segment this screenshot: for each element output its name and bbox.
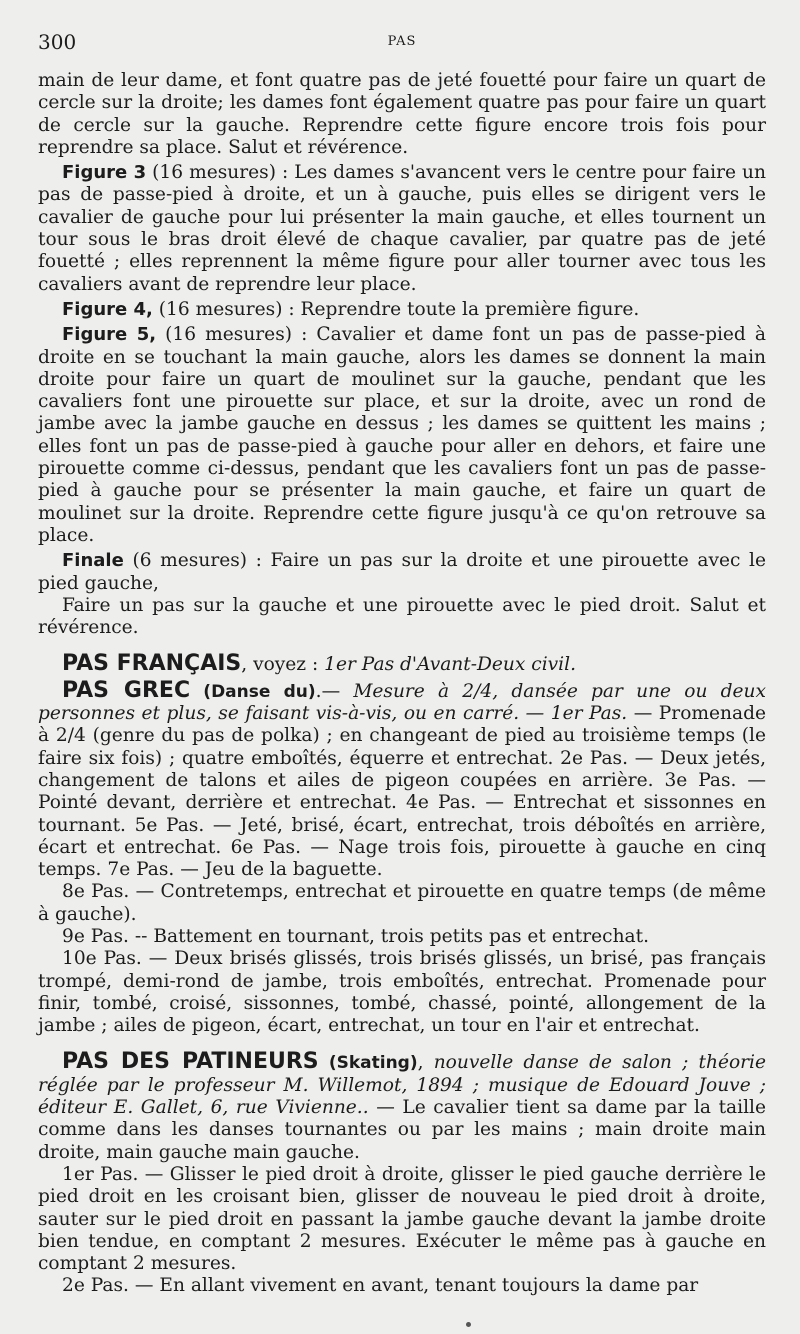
paragraph: 2e Pas. — En allant vivement en avant, tenant toujours la dame par: [62, 1275, 699, 1297]
paragraph: 10e Pas. — Deux brisés glissés, trois brisés glissés, un brisé, pas français trompé, demi-rond de jambe, trois emboîtés, entrechat. Promenade pour finir, tombé, croisé, sissonnes, tombé, chassé, pointé, allongement de la jambe ; ailes de pigeon, écart, entrechat, un tour en l'air et entrechat.: [38, 948, 766, 1037]
paragraph: 1er Pas. — Glisser le pied droit à droite, glisser le pied gauche derrière le pied droit en les croisant bien, glisser de nouveau le pied droit à droite, sauter sur le pied droit en passant la jambe gauche devant la jambe droite bien tendue, en comptant 2 mesures. Exécuter le même pas à gauche en comptant 2 mesures.: [38, 1163, 766, 1275]
figure-label: Figure 3: [62, 162, 147, 184]
finale-label: Finale: [62, 550, 124, 572]
entry-pas-grec: PAS GREC (Danse du).— Mesure à 2/4, dansée par une ou deux personnes et plus, se faisant vis-à-vis, ou en carré. — 1er Pas. — Promenade à 2/4 (genre du pas de polka) ; en changeant de pied au troisième temps (le faire six fois) ; quatre emboîtés, équerre et entrechat. 2e Pas. — Deux jetés, changement de talons et ailes de pigeon coupées en arrière. 3e Pas. — Pointé devant, derrière et entrechat. 4e Pas. — Entrechat et sissonnes en tournant. 5e Pas. — Jeté, brisé, écart, entrechat, trois déboîtés en arrière, écart et entrechat. 6e Pas. — Nage trois fois, pirouette à gauche en cinq temps. 7e Pas. — Jeu de la baguette.: [38, 677, 766, 881]
paragraph: main de leur dame, et font quatre pas de jeté fouetté pour faire un quart de cercle sur la droite; les dames font également quatre pas pour faire un quart de cercle sur la gauche. Reprendre cette figure encore trois fois pour reprendre sa place. Salut et révérence.: [38, 70, 766, 158]
page-number: 300: [38, 30, 77, 54]
paragraph: 9e Pas. -- Battement en tournant, trois petits pas et entrechat.: [62, 925, 650, 947]
paragraph: 8e Pas. — Contretemps, entrechat et pirouette en quatre temps (de même à gauche).: [38, 881, 766, 925]
headword: PAS GREC: [62, 677, 191, 703]
running-head: PAS: [387, 34, 417, 49]
figure-label: Figure 5,: [62, 324, 157, 346]
body-text: [38, 70, 766, 1298]
figure-label: Figure 4,: [62, 298, 153, 320]
paragraph-figure-5: Figure 5, (16 mesures) : Cavalier et dame font un pas de passe-pied à droite en se touchant la main gauche, alors les dames se donnent la main droite pour faire un quart de moulinet sur la gauche, pendant que les cavaliers font une pirouette sur place, et sur la droite, avec un rond de jambe avec la jambe gauche en dessus ; les dames se quittent les mains ; elles font un pas de passe-pied à gauche pour aller en dehors, et faire une pirouette comme ci-dessus, pendant que les cavaliers font un pas de passe-pied à gauche pour se présenter la main gauche, et faire un quart de moulinet sur la droite. Reprendre cette figure jusqu'à ce qu'on retrouve sa place.: [38, 324, 766, 546]
paragraph-figure-3: Figure 3 (16 mesures) : Les dames s'avancent vers le centre pour faire un pas de passe-pied à droite, et un à gauche, puis elles se dirigent vers le cavalier de gauche pour lui présenter la main gauche, et elles tournent un tour sous le bras droit élevé de chaque cavalier, par quatre pas de jeté fouetté ; elles reprennent la même figure pour aller tourner avec tous les cavaliers avant de reprendre leur place.: [38, 162, 766, 295]
entry-pas-des-patineurs: PAS DES PATINEURS (Skating), nouvelle danse de salon ; théorie réglée par le professeur M. Willemot, 1894 ; musique de Edouard Jouve ; éditeur E. Gallet, 6, rue Vivienne.. — Le cavalier tient sa dame par la taille comme dans les danses tournantes ou par les mains ; main droite main droite, main gauche main gauche.: [38, 1049, 766, 1163]
entry-pas-francais: PAS FRANÇAIS, voyez : 1er Pas d'Avant-Deux civil.: [62, 651, 576, 677]
paragraph-finale: Finale (6 mesures) : Faire un pas sur la droite et une pirouette avec le pied gauche,: [38, 550, 766, 594]
headword: PAS DES PATINEURS: [62, 1049, 319, 1075]
headword: PAS FRANÇAIS: [62, 651, 242, 677]
print-mark: [466, 1322, 471, 1327]
paragraph: Faire un pas sur la gauche et une pirouette avec le pied droit. Salut et révérence.: [38, 594, 766, 639]
paragraph-figure-4: Figure 4, (16 mesures) : Reprendre toute la première figure.: [62, 298, 640, 320]
page-header: [38, 30, 766, 70]
